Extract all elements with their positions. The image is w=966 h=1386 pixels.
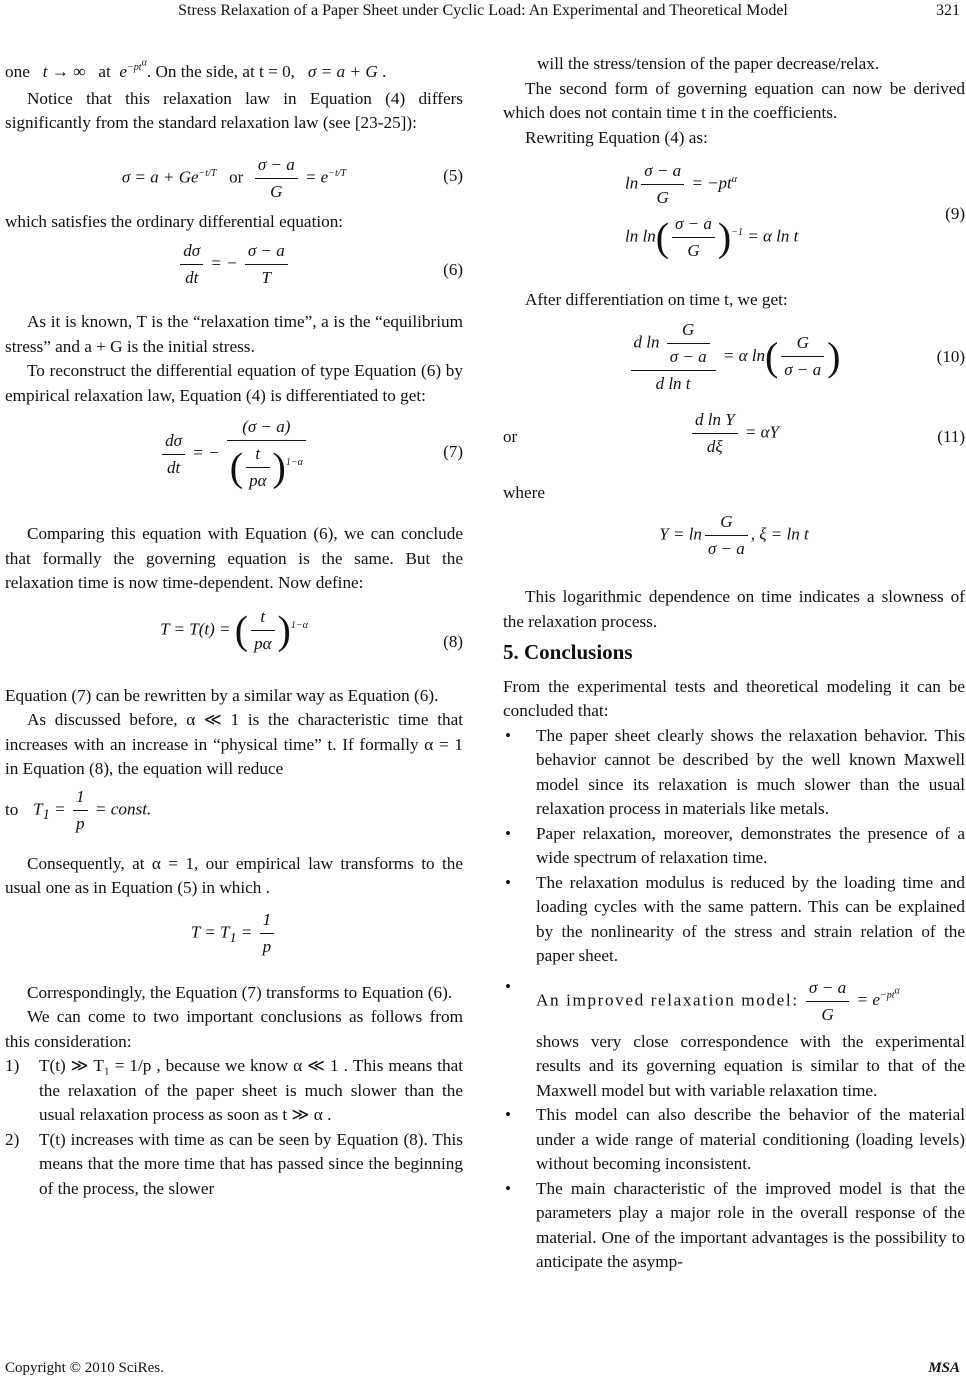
paragraph: After differentiation on time t, we get: xyxy=(525,290,788,309)
paragraph: Equation (7) can be rewritten by a similar way as Equation (6). xyxy=(5,685,439,705)
paragraph: As it is known, T is the “relaxation time”, a is the “equilibrium stress” and a + G is the initial stress. xyxy=(5,312,463,356)
list-item: • The paper sheet clearly shows the relaxation behavior. This behavior cannot be described by the well known Maxwell model since its relaxation is much slower than the usual relaxation process in materials like metals. xyxy=(503,724,965,822)
equation-9: ln $\frac{\sigma - a}{G}$ = $-pt^\alpha$ ln ln( $\frac{\sigma - a}{G}$ )$^{-1}$ = α ln t (9) xyxy=(503,158,965,280)
running-title: Stress Relaxation of a Paper Sheet under Cyclic Load: An Experimental and Theoretical Model xyxy=(178,2,788,19)
list-item xyxy=(5,1054,463,1128)
paragraph: From the experimental tests and theoretical modeling it can be concluded that: xyxy=(503,676,965,720)
paragraph-limit: one t → ∞ at $e^{-pt^\alpha}$. On the side, at t = 0, σ = a + G . xyxy=(5,58,387,82)
list-item: • The main characteristic of the improved model is that the parameters play a major role in the overall response of the material. One of the important advantages is the possibility to anticipate the asymp- xyxy=(503,1177,965,1275)
paragraph: will the stress/tension of the paper decrease/relax. xyxy=(537,54,880,73)
text: or xyxy=(229,166,244,186)
text: . On the side, at t = 0, xyxy=(146,62,295,82)
section-heading: 5. Conclusions xyxy=(503,640,633,664)
paragraph: Correspondingly, the Equation (7) transforms to Equation (6). xyxy=(27,982,453,1002)
equation-10: d ln $\frac{G}{\sigma - a}$ d ln t = α ln( $\frac{G}{\sigma - a}$ ) (10) xyxy=(503,317,965,399)
journal-abbrev: MSA xyxy=(928,1360,960,1376)
equation-number: (10) xyxy=(936,346,965,366)
equation-number: (11) xyxy=(937,426,965,446)
item-label: 1) xyxy=(5,1056,20,1076)
equation-number: (6) xyxy=(443,260,463,280)
inline-equation: to $T_1$ = $\frac{1}{p}$ = const. xyxy=(5,782,463,838)
list-item: • This model can also describe the behavior of the material under a wide range of material conditioning (loading levels) without becoming inconsistent. xyxy=(503,1103,965,1177)
paragraph: We can come to two important conclusions as follows from this consideration: xyxy=(5,1007,463,1051)
conclusion-bullets xyxy=(503,724,965,1275)
page-number: 321 xyxy=(936,2,960,19)
paragraph: Comparing this equation with Equation (6), we can conclude that formally the governing equation is the same. But the relaxation time is now time-dependent. Now define: xyxy=(5,524,463,593)
equation-6: $\frac{d\sigma}{dt}$ = − $\frac{\sigma - a}{T}$ (6) xyxy=(5,238,463,304)
paragraph: where xyxy=(503,482,545,502)
list-item: • An improved relaxation model: $\frac{\sigma - a}{G}$ = $e^{-pt^\alpha}$ shows very close correspondence with the experimental results and its governing equation is similar to that of the Maxwell model but with variable relaxation time. xyxy=(503,975,965,1104)
paragraph: Notice that this relaxation law in Equation (4) differs significantly from the standard relaxation law (see [23-25]): xyxy=(5,88,463,133)
equation-T1: $T = T_1$ = $\frac{1}{p}$ xyxy=(5,907,463,975)
conclusion-list xyxy=(5,1054,463,1201)
text: or xyxy=(503,426,518,446)
equation-number: (5) xyxy=(443,165,463,185)
equation-number: (8) xyxy=(443,631,463,651)
item-text: T(t) ≫ T₁ = 1/p , because we know α ≪ 1 . This means that the relaxation of the paper sheet is much slower than the usual relaxation process as soon as t ≫ α . xyxy=(39,1056,463,1125)
equation-number: (9) xyxy=(945,204,965,223)
paragraph: which satisfies the ordinary differential equation: xyxy=(5,211,344,231)
copyright: Copyright © 2010 SciRes. xyxy=(5,1360,164,1376)
paragraph: Consequently, at α = 1, our empirical law transforms to the usual one as in Equation (5) in which . xyxy=(5,853,463,898)
equation-11: or $\frac{\text{d ln Y}}{d\xi}$ = αY (11) xyxy=(503,407,965,467)
equation-definitions: Y = ln $\frac{G}{\sigma - a}$ , ξ = ln t xyxy=(503,509,965,571)
text: at xyxy=(98,62,111,82)
item-label: 2) xyxy=(5,1129,20,1149)
running-header xyxy=(0,0,966,30)
left-column xyxy=(5,52,463,1201)
text: An improved relaxation model: xyxy=(536,989,799,1009)
right-column xyxy=(503,52,965,1275)
text: to xyxy=(5,799,19,819)
paragraph: Rewriting Equation (4) as: xyxy=(525,127,708,147)
text: shows very close correspondence with the experimental results and its governing equation is similar to that of the Maxwell model but with variable relaxation time. xyxy=(536,1031,965,1100)
item-text: T(t) increases with time as can be seen by Equation (8). This means that the more time that has passed since the beginning of the process, the slower xyxy=(39,1129,463,1198)
paragraph: The second form of governing equation can now be derived which does not contain time t in the coefficients. xyxy=(503,78,965,122)
paragraph: This logarithmic dependence on time indicates a slowness of the relaxation process. xyxy=(503,587,965,631)
equation-7: $\frac{d\sigma}{dt}$ = − (σ − a) ( $\frac{t}{p\alpha}$ )$^{1-\alpha}$ (7) xyxy=(5,414,463,512)
paragraph: As discussed before, α ≪ 1 is the characteristic time that increases with an increase in “physical time” t. If formally α = 1 in Equation (8), the equation will reduce xyxy=(5,710,463,779)
equation-5: $\sigma = a + Ge^{-t/T}$ or $\frac{\sigma - a}{G}$ = $e^{-t/T}$ (5) xyxy=(5,142,463,206)
equation-8: T = T(t) = ( $\frac{t}{p\alpha}$ )$^{1-\alpha}$ (8) xyxy=(5,604,463,684)
equation-number: (7) xyxy=(443,442,463,462)
paragraph: To reconstruct the differential equation of type Equation (6) by empirical relaxation law, Equation (4) is differentiated to get: xyxy=(5,361,463,405)
list-item: • The relaxation modulus is reduced by the loading time and loading cycles with the same pattern. This can be explained by the nonlinearity of the stress and strain relation of the paper sheet. xyxy=(503,871,965,969)
list-item xyxy=(5,1128,463,1202)
text: one xyxy=(5,62,30,82)
list-item: • Paper relaxation, moreover, demonstrates the presence of a wide spectrum of relaxation time. xyxy=(503,822,965,871)
